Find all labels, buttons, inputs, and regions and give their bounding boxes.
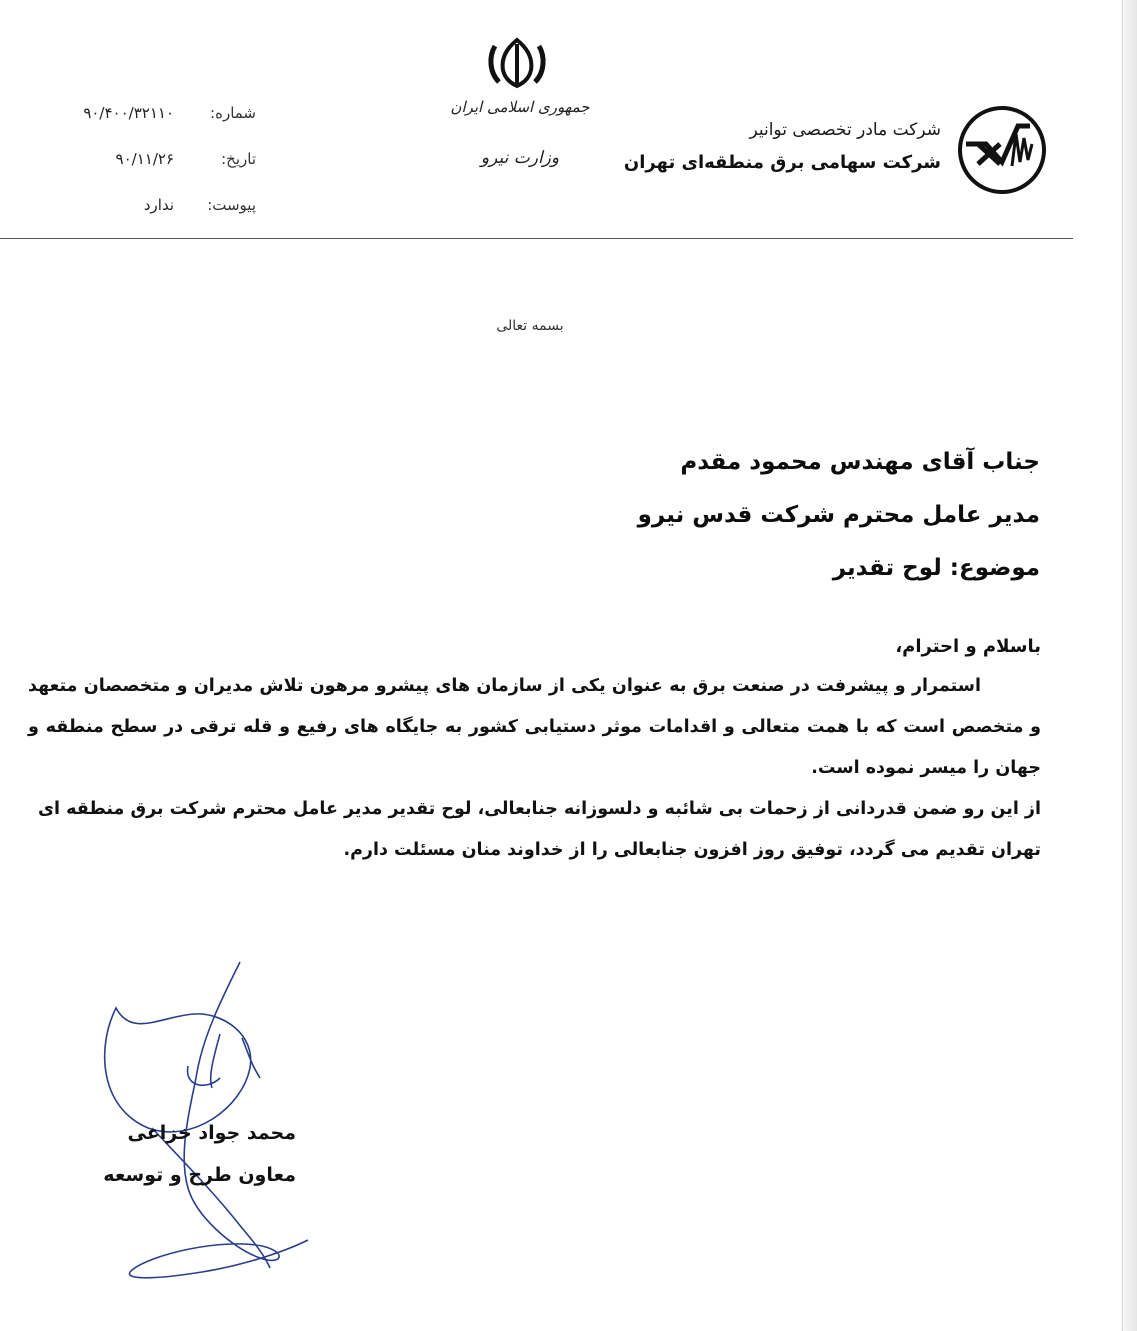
meta-attachment-label: پیوست:	[207, 196, 256, 214]
addressee-block	[400, 436, 1040, 595]
iran-emblem-icon	[487, 34, 547, 90]
meta-number-value: ۹۰/۴۰۰/۳۲۱۱۰	[83, 104, 174, 122]
signer-title: معاون طرح و توسعه	[103, 1164, 296, 1186]
body-paragraph-2: از این رو ضمن قدردانی از زحمات بی شائبه و دلسوزانه جنابعالی، لوح تقدیر مدیر عامل محترم شرکت برق منطقه ای تهران تقدیم می گردد، توفیق روز افزون جنابعالی را از خداوند منان مسئلت دارم.	[38, 799, 1041, 860]
company-parent-name: شرکت مادر تخصصی توانیر	[749, 120, 941, 140]
ministry-name: وزارت نیرو	[480, 148, 560, 168]
company-name: شرکت سهامی برق منطقه‌ای تهران	[623, 152, 941, 173]
government-name: جمهوری اسلامی ایران	[450, 98, 590, 116]
meta-date-label: تاریخ:	[221, 150, 256, 168]
signer-name: محمد جواد خزاعی	[127, 1122, 296, 1144]
meta-number-row	[30, 100, 270, 146]
letter-meta	[30, 100, 270, 238]
header-divider	[0, 238, 1073, 239]
meta-date-value: ۹۰/۱۱/۲۶	[115, 150, 174, 168]
greeting: باسلام و احترام،	[895, 636, 1041, 657]
scan-edge-line	[1122, 0, 1123, 1331]
company-heading	[581, 116, 941, 180]
signer-block	[100, 1112, 296, 1196]
addressee-name: جناب آقای مهندس محمود مقدم	[680, 449, 1040, 475]
letter-subject: موضوع: لوح تقدیر	[832, 555, 1040, 581]
meta-number-label: شماره:	[210, 104, 256, 122]
addressee-position: مدیر عامل محترم شرکت قدس نیرو	[637, 502, 1040, 528]
company-logo-icon	[956, 104, 1048, 196]
letter-body	[28, 628, 1041, 871]
bismillah-heading: بسمه تعالی	[496, 318, 564, 334]
body-paragraph-1: استمرار و پیشرفت در صنعت برق به عنوان یکی از سازمان های پیشرو مرهون تلاش مدیران و متخصصان متعهد و متخصص است که با همت متعالی و اقدامات موثر دستیابی کشور به جایگاه های رفیع و قله ترقی در سطح منطقه و جهان را میسر نموده است.	[28, 676, 1041, 778]
meta-date-row	[30, 146, 270, 192]
meta-attachment-row	[30, 192, 270, 238]
meta-attachment-value: ندارد	[143, 196, 174, 214]
